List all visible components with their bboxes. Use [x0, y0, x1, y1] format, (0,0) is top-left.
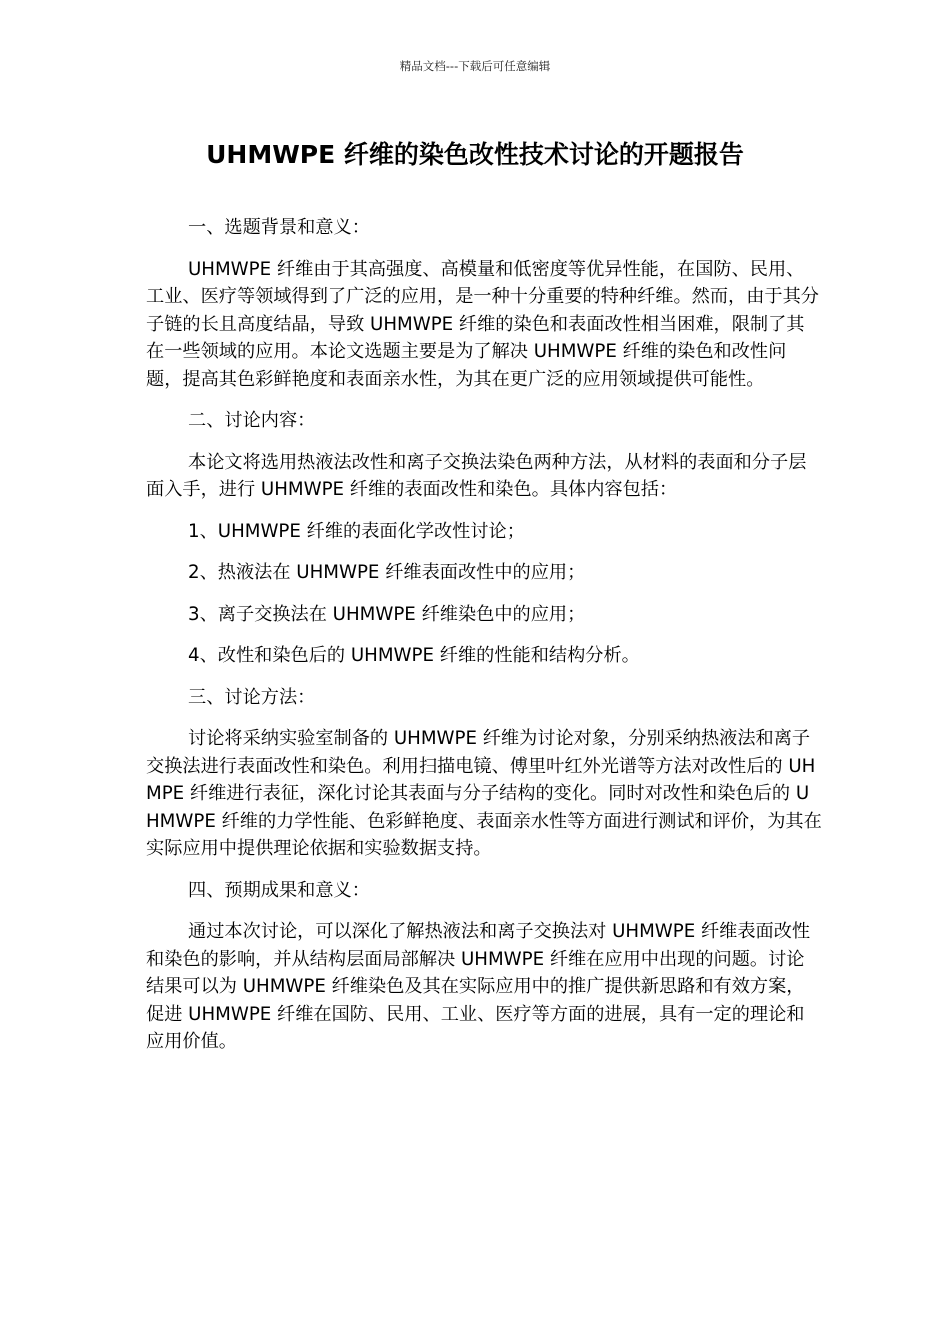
- list-item: 1、UHMWPE 纤维的表面化学改性讨论；: [188, 520, 525, 542]
- document-body: [146, 214, 822, 1070]
- paragraph-outcomes: 通过本次讨论，可以深化了解热液法和离子交换法对 UHMWPE 纤维表面改性和染色的影响，并从结构层面局部解决 UHMWPE 纤维在应用中出现的问题。讨论结果可以为 UHMWPE 纤维染色及其在实际应用中的推广提供新思路和有效方案，促进 UHMWPE 纤维在国防、民用、工业、医疗等方面的进展，具有一定的理论和应用价值。: [146, 921, 811, 1052]
- section-heading-content: 二、讨论内容：: [188, 410, 316, 431]
- section-heading-background: 一、选题背景和意义：: [188, 217, 370, 238]
- section-heading-outcomes: 四、预期成果和意义：: [188, 879, 370, 901]
- list-item: 4、改性和染色后的 UHMWPE 纤维的性能和结构分析。: [188, 645, 640, 666]
- section-heading-method: 三、讨论方法：: [188, 686, 316, 708]
- list-item: 2、热液法在 UHMWPE 纤维表面改性中的应用；: [188, 562, 586, 583]
- paragraph-content: 本论文将选用热液法改性和离子交换法染色两种方法，从材料的表面和分子层面入手，进行 UHMWPE 纤维的表面改性和染色。具体内容包括：: [146, 451, 807, 500]
- paragraph-method: 讨论将采纳实验室制备的 UHMWPE 纤维为讨论对象，分别采纳热液法和离子交换法进行表面改性和染色。利用扫描电镜、傅里叶红外光谱等方法对改性后的 UHMPE 纤维进行表征，深化讨论其表面与分子结构的变化。同时对改性和染色后的 UHMWPE 纤维的力学性能、色彩鲜艳度、表面亲水性等方面进行测试和评价，为其在实际应用中提供理论依据和实验数据支持。: [146, 728, 822, 859]
- list-item: 3、离子交换法在 UHMWPE 纤维染色中的应用；: [188, 603, 586, 625]
- document-title: UHMWPE 纤维的染色改性技术讨论的开题报告: [206, 140, 744, 169]
- header-note: 精品文档---下载后可任意编辑: [399, 59, 551, 73]
- paragraph-background: UHMWPE 纤维由于其高强度、高模量和低密度等优异性能，在国防、民用、工业、医疗等领域得到了广泛的应用，是一种十分重要的特种纤维。然而，由于其分子链的长且高度结晶，导致 UHMWPE 纤维的染色和表面改性相当困难，限制了其在一些领域的应用。本论文选题主要是为了解决 UHMWPE 纤维的染色和改性问题，提高其色彩鲜艳度和表面亲水性，为其在更广泛的应用领域提供可能性。: [146, 258, 819, 390]
